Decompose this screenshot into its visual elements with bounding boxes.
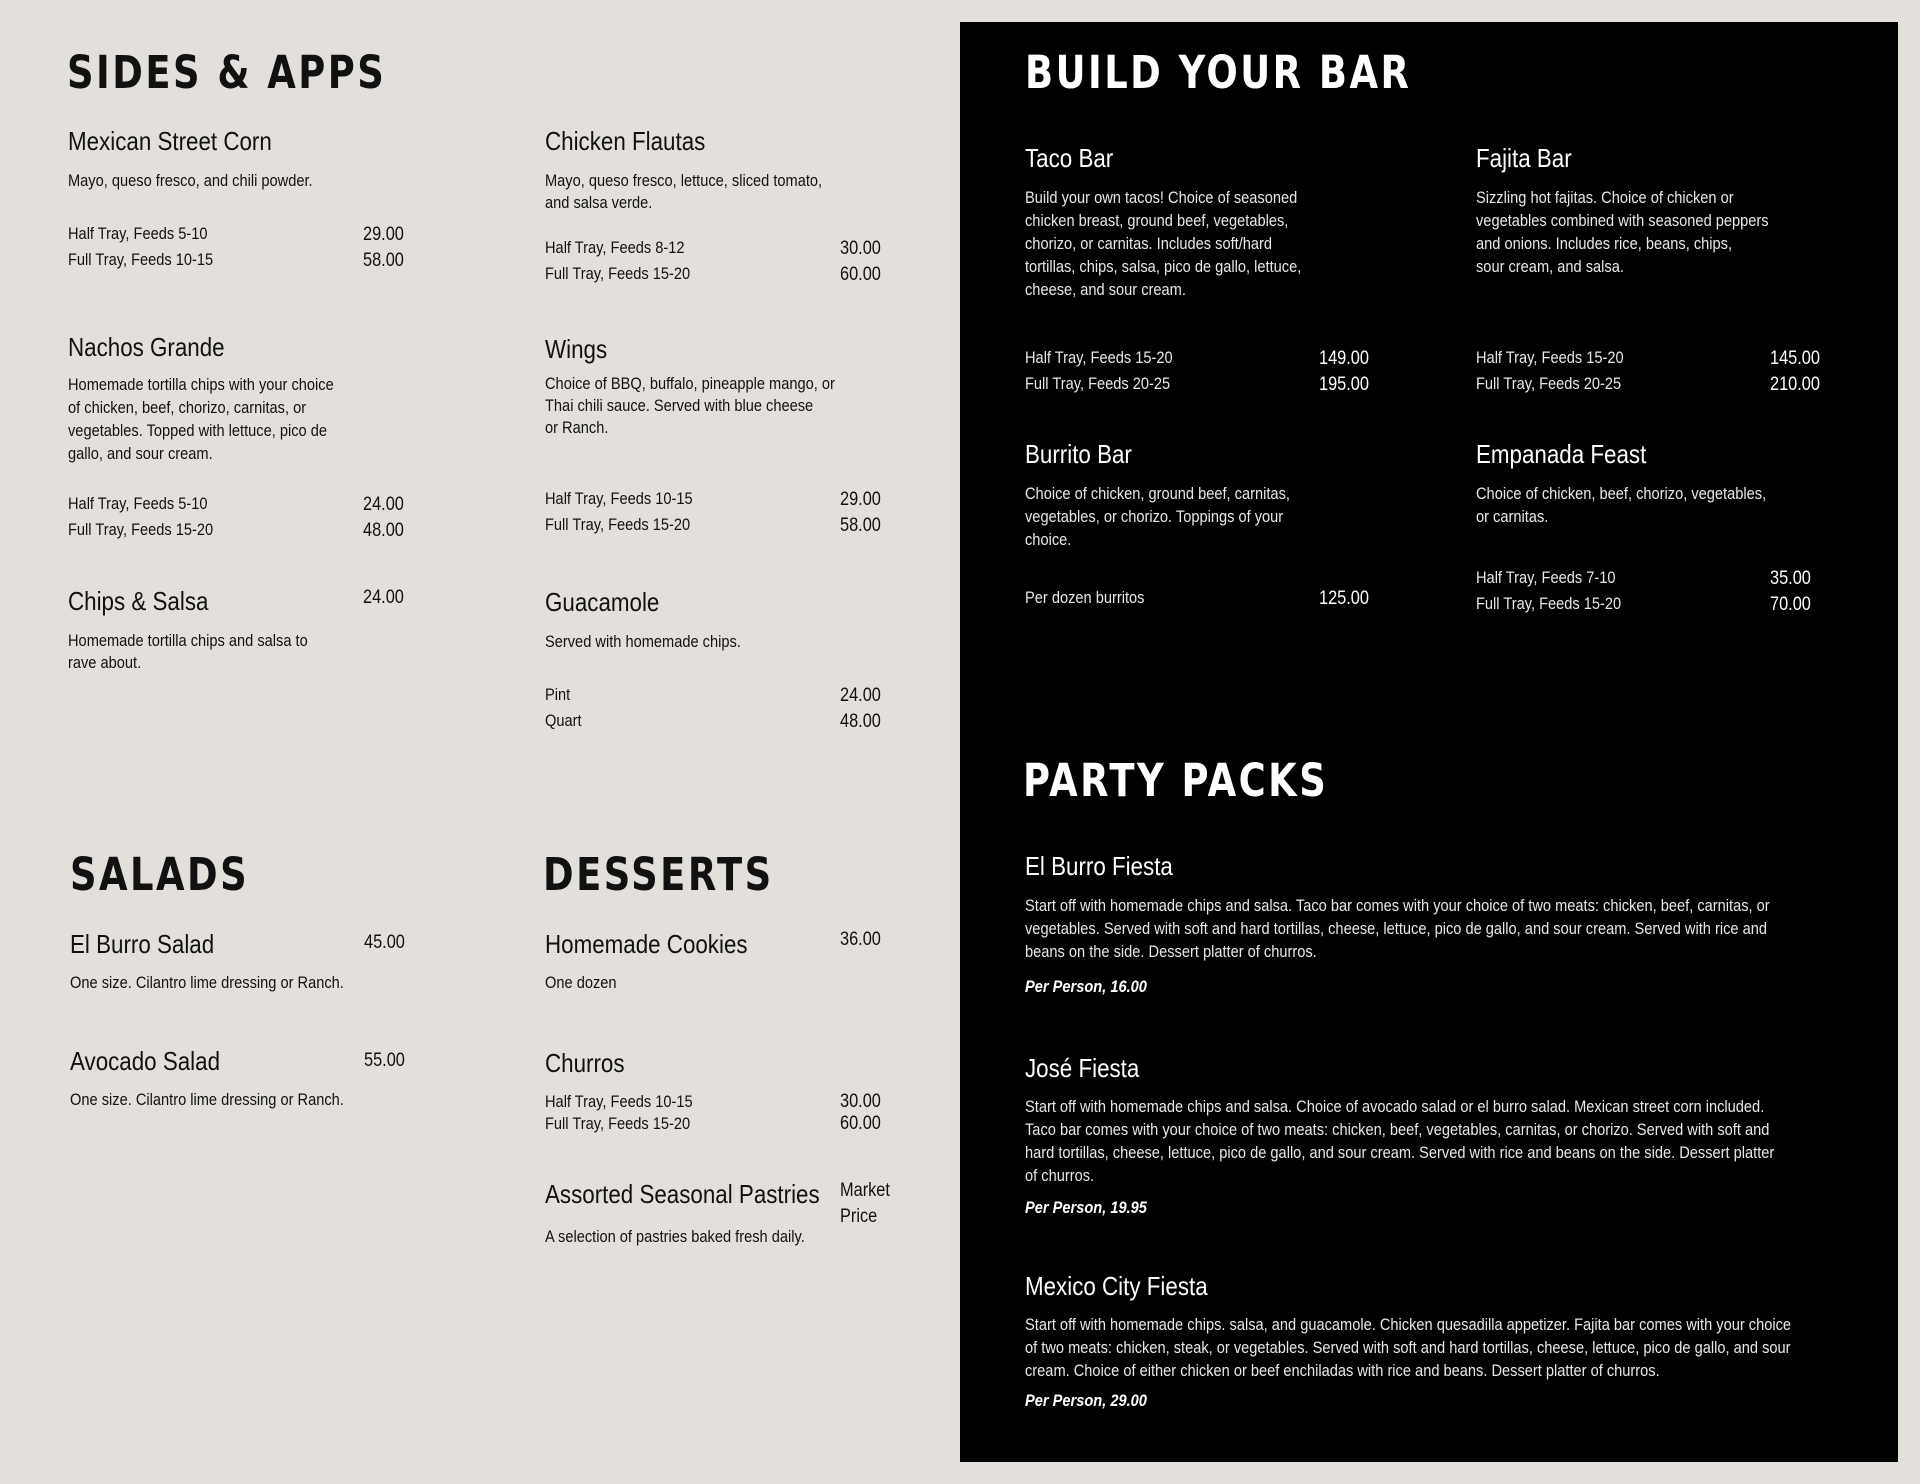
wings-opt-half: Half Tray, Feeds 10-15 bbox=[545, 489, 693, 508]
burro-fiesta-price: Per Person, 16.00 bbox=[1025, 977, 1147, 996]
burrito-bar-name: Burrito Bar bbox=[1025, 439, 1132, 469]
street-corn-price-half: 29.00 bbox=[363, 224, 404, 245]
party-section-title: PARTY PACKS bbox=[1023, 754, 1329, 807]
nachos-opt-half: Half Tray, Feeds 5-10 bbox=[68, 494, 208, 513]
empanada-price-half: 35.00 bbox=[1770, 568, 1811, 589]
guacamole-name: Guacamole bbox=[545, 587, 660, 617]
empanada-name: Empanada Feast bbox=[1476, 439, 1647, 469]
flautas-price-full: 60.00 bbox=[840, 264, 881, 285]
street-corn-opt-full: Full Tray, Feeds 10-15 bbox=[68, 250, 214, 269]
burro-fiesta-name: El Burro Fiesta bbox=[1025, 851, 1173, 881]
burrito-bar-desc-line1: Choice of chicken, ground beef, carnitas, bbox=[1025, 484, 1290, 503]
nachos-price-half: 24.00 bbox=[363, 494, 404, 515]
mexico-fiesta-desc-line1: Start off with homemade chips. salsa, and guacamole. Chicken quesadilla appetizer. Fajita bar comes with your choice bbox=[1025, 1315, 1792, 1334]
chips-price: 24.00 bbox=[363, 587, 404, 608]
mexico-fiesta-desc-line3: cream. Choice of either chicken or beef enchiladas with rice and beans. Dessert platter of churros. bbox=[1025, 1361, 1660, 1380]
mexico-fiesta-price: Per Person, 29.00 bbox=[1025, 1391, 1147, 1410]
churros-price-full: 60.00 bbox=[840, 1113, 881, 1134]
guacamole-price-pint: 24.00 bbox=[840, 685, 881, 706]
avocado-salad-price: 55.00 bbox=[364, 1050, 405, 1071]
burro-salad-desc: One size. Cilantro lime dressing or Ranch. bbox=[70, 973, 344, 992]
fajita-bar-desc-line4: sour cream, and salsa. bbox=[1476, 257, 1624, 276]
flautas-name: Chicken Flautas bbox=[545, 126, 706, 156]
jose-fiesta-desc-line1: Start off with homemade chips and salsa. Choice of avocado salad or el burro salad. Mexican street corn included. bbox=[1025, 1097, 1765, 1116]
empanada-opt-full: Full Tray, Feeds 15-20 bbox=[1476, 594, 1622, 613]
fajita-bar-price-full: 210.00 bbox=[1770, 374, 1820, 395]
burro-fiesta-desc-line3: beans on the side. Dessert platter of churros. bbox=[1025, 942, 1317, 961]
nachos-opt-full: Full Tray, Feeds 15-20 bbox=[68, 520, 214, 539]
burrito-bar-desc-line3: choice. bbox=[1025, 530, 1072, 549]
empanada-price-full: 70.00 bbox=[1770, 594, 1811, 615]
pastries-desc: A selection of pastries baked fresh daily. bbox=[545, 1227, 805, 1246]
churros-price-half: 30.00 bbox=[840, 1091, 881, 1112]
empanada-desc-line2: or carnitas. bbox=[1476, 507, 1549, 526]
burro-salad-price: 45.00 bbox=[364, 932, 405, 953]
pastries-price-line1: Market bbox=[840, 1180, 890, 1201]
burro-fiesta-desc-line2: vegetables. Served with soft and hard tortillas, cheese, lettuce, pico de gallo, and sour cream. Served with rice and bbox=[1025, 919, 1767, 938]
fajita-bar-desc-line3: and onions. Includes rice, beans, chips, bbox=[1476, 234, 1733, 253]
nachos-price-full: 48.00 bbox=[363, 520, 404, 541]
mexico-fiesta-name: Mexico City Fiesta bbox=[1025, 1271, 1208, 1301]
wings-opt-full: Full Tray, Feeds 15-20 bbox=[545, 515, 691, 534]
taco-bar-desc-line2: chicken breast, ground beef, vegetables, bbox=[1025, 211, 1289, 230]
churros-opt-full: Full Tray, Feeds 15-20 bbox=[545, 1114, 691, 1133]
fajita-bar-price-half: 145.00 bbox=[1770, 348, 1820, 369]
street-corn-name: Mexican Street Corn bbox=[68, 126, 272, 156]
taco-bar-name: Taco Bar bbox=[1025, 143, 1114, 173]
jose-fiesta-desc-line4: of churros. bbox=[1025, 1166, 1095, 1185]
nachos-desc-line3: vegetables. Topped with lettuce, pico de bbox=[68, 421, 328, 440]
pastries-price-line2: Price bbox=[840, 1206, 878, 1227]
empanada-opt-half: Half Tray, Feeds 7-10 bbox=[1476, 568, 1616, 587]
nachos-desc-line1: Homemade tortilla chips with your choice bbox=[68, 375, 334, 394]
bar-section-title: BUILD YOUR BAR bbox=[1025, 46, 1412, 99]
jose-fiesta-desc-line3: hard tortillas, cheese, lettuce, pico de gallo, and sour cream. Served with rice and beans on the side. Dessert platter bbox=[1025, 1143, 1775, 1162]
jose-fiesta-desc-line2: Taco bar comes with your choice of two meats: chicken, beef, vegetables, carnitas, or chorizo. Served with soft and bbox=[1025, 1120, 1770, 1139]
nachos-name: Nachos Grande bbox=[68, 332, 225, 362]
street-corn-opt-half: Half Tray, Feeds 5-10 bbox=[68, 224, 208, 243]
cookies-price: 36.00 bbox=[840, 929, 881, 950]
guacamole-price-quart: 48.00 bbox=[840, 711, 881, 732]
wings-desc-line3: or Ranch. bbox=[545, 418, 609, 437]
empanada-desc-line1: Choice of chicken, beef, chorizo, vegetables, bbox=[1476, 484, 1767, 503]
nachos-desc-line2: of chicken, beef, chorizo, carnitas, or bbox=[68, 398, 307, 417]
street-corn-desc: Mayo, queso fresco, and chili powder. bbox=[68, 171, 313, 190]
burrito-bar-price: 125.00 bbox=[1319, 588, 1369, 609]
wings-price-half: 29.00 bbox=[840, 489, 881, 510]
fajita-bar-opt-half: Half Tray, Feeds 15-20 bbox=[1476, 348, 1624, 367]
sides-section-title: SIDES & APPS bbox=[67, 46, 387, 99]
burro-salad-name: El Burro Salad bbox=[70, 929, 215, 959]
cookies-name: Homemade Cookies bbox=[545, 929, 748, 959]
burrito-bar-opt-dozen: Per dozen burritos bbox=[1025, 588, 1145, 607]
street-corn-price-full: 58.00 bbox=[363, 250, 404, 271]
flautas-desc-line2: and salsa verde. bbox=[545, 193, 653, 212]
fajita-bar-name: Fajita Bar bbox=[1476, 143, 1572, 173]
flautas-price-half: 30.00 bbox=[840, 238, 881, 259]
fajita-bar-desc-line1: Sizzling hot fajitas. Choice of chicken or bbox=[1476, 188, 1734, 207]
taco-bar-opt-full: Full Tray, Feeds 20-25 bbox=[1025, 374, 1171, 393]
cookies-desc: One dozen bbox=[545, 973, 617, 992]
jose-fiesta-name: José Fiesta bbox=[1025, 1053, 1140, 1083]
flautas-opt-full: Full Tray, Feeds 15-20 bbox=[545, 264, 691, 283]
avocado-salad-name: Avocado Salad bbox=[70, 1046, 221, 1076]
burrito-bar-desc-line2: vegetables, or chorizo. Toppings of your bbox=[1025, 507, 1284, 526]
taco-bar-opt-half: Half Tray, Feeds 15-20 bbox=[1025, 348, 1173, 367]
avocado-salad-desc: One size. Cilantro lime dressing or Ranch. bbox=[70, 1090, 344, 1109]
pastries-name: Assorted Seasonal Pastries bbox=[545, 1179, 820, 1209]
guacamole-opt-pint: Pint bbox=[545, 685, 571, 704]
chips-desc-line1: Homemade tortilla chips and salsa to bbox=[68, 631, 308, 650]
mexico-fiesta-desc-line2: of two meats: chicken, steak, or vegetables. Served with soft and hard tortillas, cheese, lettuce, pico de gallo, and sour bbox=[1025, 1338, 1791, 1357]
jose-fiesta-price: Per Person, 19.95 bbox=[1025, 1198, 1147, 1217]
burro-fiesta-desc-line1: Start off with homemade chips and salsa. Taco bar comes with your choice of two meats: chicken, beef, carnitas, or bbox=[1025, 896, 1770, 915]
flautas-desc-line1: Mayo, queso fresco, lettuce, sliced tomato, bbox=[545, 171, 823, 190]
taco-bar-desc-line1: Build your own tacos! Choice of seasoned bbox=[1025, 188, 1298, 207]
churros-name: Churros bbox=[545, 1048, 625, 1078]
fajita-bar-opt-full: Full Tray, Feeds 20-25 bbox=[1476, 374, 1622, 393]
salads-section-title: SALADS bbox=[70, 848, 250, 901]
churros-opt-half: Half Tray, Feeds 10-15 bbox=[545, 1092, 693, 1111]
wings-price-full: 58.00 bbox=[840, 515, 881, 536]
taco-bar-price-half: 149.00 bbox=[1319, 348, 1369, 369]
chips-name: Chips & Salsa bbox=[68, 586, 209, 616]
guacamole-desc: Served with homemade chips. bbox=[545, 632, 741, 651]
nachos-desc-line4: gallo, and sour cream. bbox=[68, 444, 213, 463]
guacamole-opt-quart: Quart bbox=[545, 711, 582, 730]
wings-name: Wings bbox=[545, 334, 608, 364]
wings-desc-line1: Choice of BBQ, buffalo, pineapple mango, or bbox=[545, 374, 835, 393]
wings-desc-line2: Thai chili sauce. Served with blue cheese bbox=[545, 396, 814, 415]
desserts-section-title: DESSERTS bbox=[543, 848, 774, 901]
chips-desc-line2: rave about. bbox=[68, 653, 142, 672]
taco-bar-desc-line5: cheese, and sour cream. bbox=[1025, 280, 1186, 299]
fajita-bar-desc-line2: vegetables combined with seasoned peppers bbox=[1476, 211, 1769, 230]
flautas-opt-half: Half Tray, Feeds 8-12 bbox=[545, 238, 685, 257]
taco-bar-desc-line3: chorizo, or carnitas. Includes soft/hard bbox=[1025, 234, 1273, 253]
taco-bar-price-full: 195.00 bbox=[1319, 374, 1369, 395]
taco-bar-desc-line4: tortillas, chips, salsa, pico de gallo, lettuce, bbox=[1025, 257, 1302, 276]
